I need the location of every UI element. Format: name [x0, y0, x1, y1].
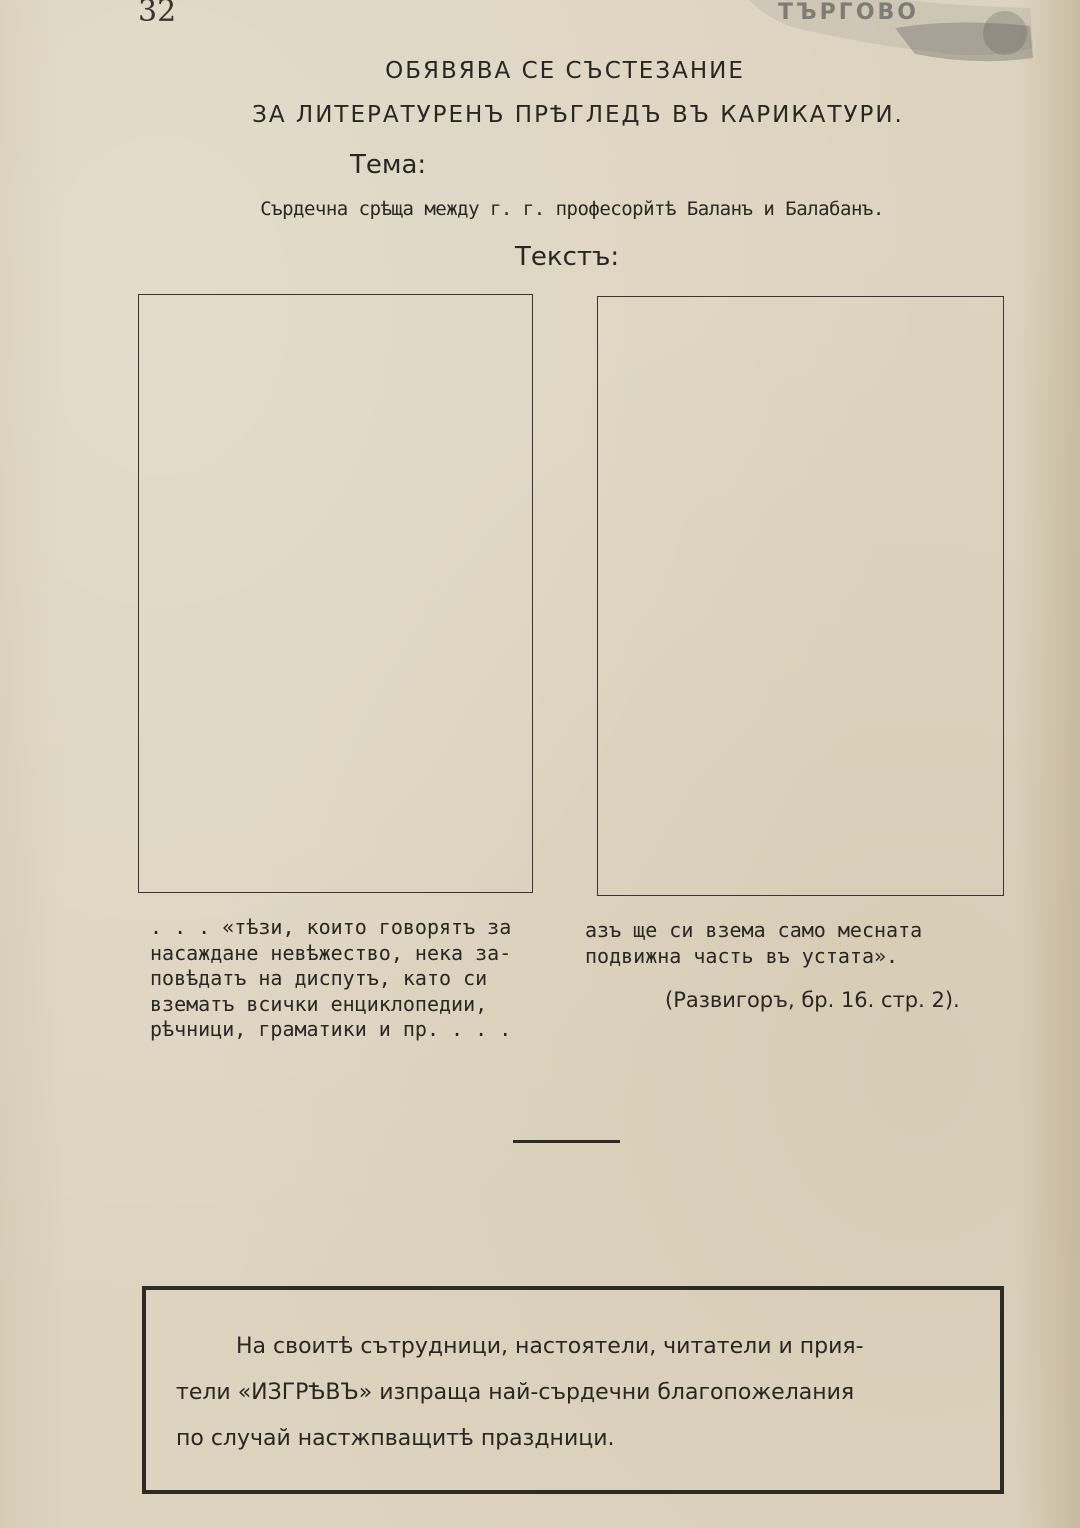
caricature-panel-right	[597, 296, 1004, 896]
caption-source: (Развигоръ, бр. 16. стр. 2).	[665, 988, 960, 1012]
greeting-text	[176, 1324, 976, 1462]
caricature-panel-left	[138, 294, 533, 893]
caption-left	[150, 915, 530, 1043]
greeting-line: тели «ИЗГРѢВЪ» изпраща най-сърдечни благопожелания	[176, 1380, 855, 1405]
greeting-line: На своитѣ сътрудници, настоятели, читатели и прия-	[236, 1334, 864, 1359]
text-label: Текстъ:	[515, 242, 620, 272]
announcement-heading-line2: ЗА ЛИТЕРАТУРЕНЪ ПРѢГЛЕДЪ ВЪ КАРИКАТУРИ.	[252, 102, 904, 128]
caption-left-line: повѣдатъ на диспутъ, като си	[150, 966, 488, 990]
greeting-line: по случай настжпващитѣ праздници.	[176, 1426, 615, 1451]
caption-right-line: подвижна часть въ устата».	[585, 943, 899, 968]
caption-right	[585, 918, 1005, 969]
caption-left-line: насаждане невѣжество, нека за-	[150, 940, 512, 965]
caption-right-line: азъ ще си взема само месната	[585, 918, 923, 942]
announcement-heading-line1: ОБЯВЯВА СЕ СЪСТЕЗАНИЕ	[385, 58, 745, 84]
section-divider	[513, 1140, 620, 1143]
caption-left-line: взематъ всички енциклопедии,	[150, 991, 488, 1016]
theme-label: Тема:	[350, 150, 427, 180]
caption-left-line: рѣчници, граматики и пр. . . .	[150, 1017, 512, 1041]
caption-left-line: . . . «тѣзи, които говорятъ за	[150, 915, 512, 939]
theme-text: Сърдечна срѣща между г. г. професорйтѣ Баланъ и Балабанъ.	[260, 198, 884, 220]
stamp-text: ТЪРГОВО	[778, 0, 919, 25]
page-number: 32	[138, 0, 177, 29]
